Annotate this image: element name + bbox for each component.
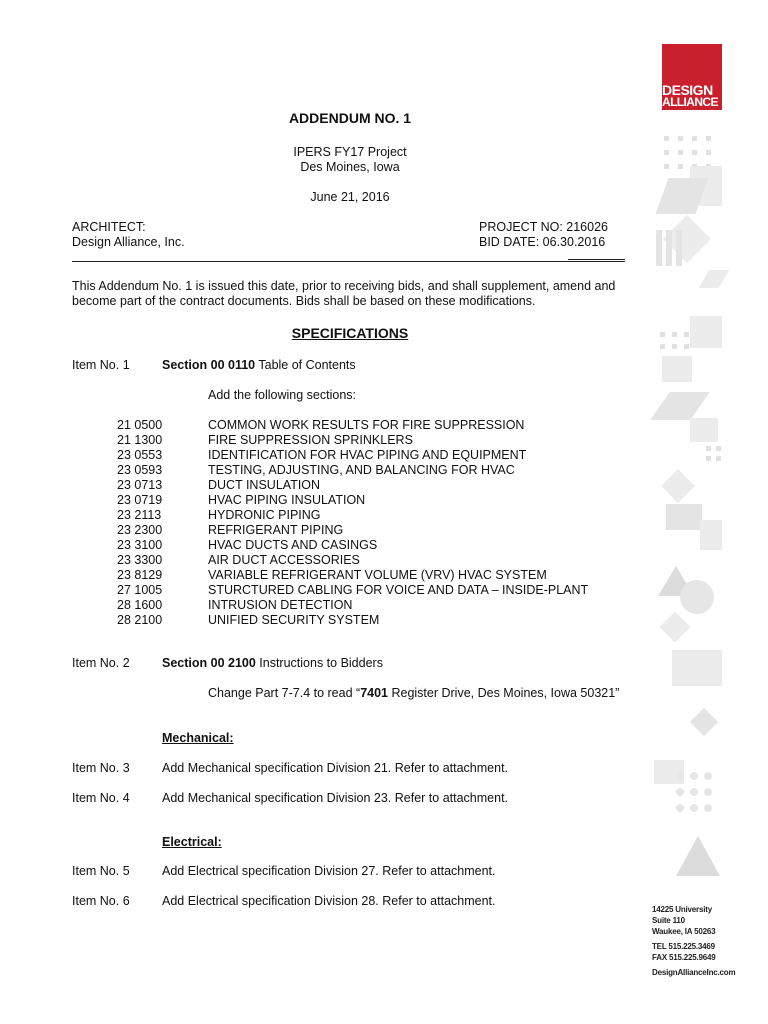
section-name: REFRIGERANT PIPING	[208, 523, 344, 537]
intro-line-2: become part of the contract documents. Bids shall be based on these modifications.	[72, 294, 536, 308]
document-title: ADDENDUM NO. 1	[288, 110, 412, 126]
section-code: 21 0500	[117, 418, 163, 432]
section-code: 23 0593	[117, 463, 163, 477]
section-code: 23 2113	[117, 508, 162, 522]
section-name: HVAC DUCTS AND CASINGS	[208, 538, 378, 552]
section-code: 23 0713	[117, 478, 163, 492]
address-city: Waukee, IA 50263	[652, 927, 716, 936]
address-street: 14225 University	[652, 905, 712, 914]
item-6-label: Item No. 6	[72, 894, 130, 908]
section-code: 23 3300	[117, 553, 163, 567]
architect-label: ARCHITECT:	[72, 220, 146, 234]
section-code: 21 1300	[117, 433, 163, 447]
intro-line-1: This Addendum No. 1 is issued this date, prior to receiving bids, and shall supplement, amend and	[72, 279, 616, 293]
section-name: DUCT INSULATION	[208, 478, 321, 492]
section-name: UNIFIED SECURITY SYSTEM	[208, 613, 380, 627]
item-5-label: Item No. 5	[72, 864, 130, 878]
item-2-label: Item No. 2	[72, 656, 130, 670]
item-1-section-number: Section 00 0110	[162, 358, 256, 372]
item-2-change-text	[208, 686, 619, 701]
item-1-label: Item No. 1	[72, 358, 130, 372]
change-text-end: Register Drive, Des Moines, Iowa 50321”	[388, 686, 620, 700]
item-1-section-title: Table of Contents	[255, 358, 356, 372]
item-3-label: Item No. 3	[72, 761, 130, 775]
project-number: PROJECT NO: 216026	[479, 220, 608, 234]
section-name: INTRUSION DETECTION	[208, 598, 353, 612]
mechanical-heading: Mechanical:	[162, 731, 234, 745]
document-date: June 21, 2016	[310, 190, 390, 204]
section-name: COMMON WORK RESULTS FOR FIRE SUPPRESSION	[208, 418, 525, 432]
address-web[interactable]: DesignAllianceInc.com	[652, 968, 736, 977]
item-2-section	[162, 656, 383, 671]
section-name: TESTING, ADJUSTING, AND BALANCING FOR HVAC	[208, 463, 515, 477]
change-text-start: Change Part 7-7.4 to read “	[208, 686, 361, 700]
bid-date: BID DATE: 06.30.2016	[479, 235, 606, 249]
item-5-text: Add Electrical specification Division 27. Refer to attachment.	[162, 864, 496, 878]
item-4-label: Item No. 4	[72, 791, 130, 805]
section-name: HVAC PIPING INSULATION	[208, 493, 366, 507]
project-location: Des Moines, Iowa	[300, 160, 400, 174]
section-name: VARIABLE REFRIGERANT VOLUME (VRV) HVAC SYSTEM	[208, 568, 547, 582]
section-code: 23 8129	[117, 568, 163, 582]
logo-line-1: DESIGN	[662, 82, 713, 98]
section-name: HYDRONIC PIPING	[208, 508, 321, 522]
section-code: 23 3100	[117, 538, 163, 552]
address-suite: Suite 110	[652, 916, 685, 925]
item-1-instruction: Add the following sections:	[208, 388, 357, 402]
item-4-text: Add Mechanical specification Division 23. Refer to attachment.	[162, 791, 509, 805]
item-1-section	[162, 358, 356, 373]
section-code: 28 1600	[117, 598, 163, 612]
logo-line-2: ALLIANCE	[662, 95, 718, 109]
architect-name: Design Alliance, Inc.	[72, 235, 185, 249]
item-2-section-title: Instructions to Bidders	[255, 656, 383, 670]
section-code: 27 1005	[117, 583, 163, 597]
section-name: FIRE SUPPRESSION SPRINKLERS	[208, 433, 413, 447]
project-name: IPERS FY17 Project	[293, 145, 407, 159]
section-name: AIR DUCT ACCESSORIES	[208, 553, 360, 567]
item-6-text: Add Electrical specification Division 28. Refer to attachment.	[162, 894, 496, 908]
change-text-number: 7401	[360, 686, 388, 700]
item-2-section-number: Section 00 2100	[162, 656, 256, 670]
header-divider-accent	[568, 259, 625, 260]
address-fax: FAX 515.225.9649	[652, 953, 716, 962]
electrical-heading: Electrical:	[162, 835, 222, 849]
section-name: IDENTIFICATION FOR HVAC PIPING AND EQUIPMENT	[208, 448, 527, 462]
company-logo-text	[662, 84, 722, 108]
section-code: 23 2300	[117, 523, 163, 537]
section-code: 23 0719	[117, 493, 163, 507]
section-name: STURCTURED CABLING FOR VOICE AND DATA – INSIDE-PLANT	[208, 583, 589, 597]
item-3-text: Add Mechanical specification Division 21. Refer to attachment.	[162, 761, 509, 775]
specifications-heading: SPECIFICATIONS	[291, 325, 409, 341]
section-code: 28 2100	[117, 613, 163, 627]
header-divider	[72, 261, 625, 262]
section-code: 23 0553	[117, 448, 163, 462]
address-tel: TEL 515.225.3469	[652, 942, 715, 951]
